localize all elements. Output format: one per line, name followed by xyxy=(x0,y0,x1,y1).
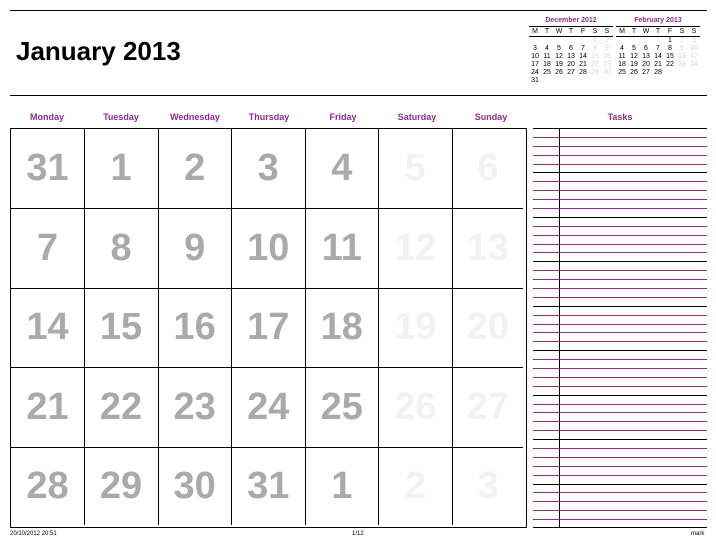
mini-day: 3 xyxy=(533,45,537,52)
mini-day: 18 xyxy=(543,61,551,68)
mini-day xyxy=(541,77,553,85)
day-cell[interactable]: 27 xyxy=(452,368,523,448)
mini-day: 2 xyxy=(605,37,609,44)
task-line[interactable] xyxy=(533,306,707,307)
mini-day xyxy=(640,37,652,45)
day-cell[interactable]: 31 xyxy=(11,129,85,209)
task-line[interactable] xyxy=(533,501,707,502)
mini-day: 1 xyxy=(593,37,597,44)
task-line[interactable] xyxy=(533,332,707,333)
day-cell[interactable]: 19 xyxy=(379,288,453,368)
task-line[interactable] xyxy=(533,315,707,316)
task-line[interactable] xyxy=(533,404,707,405)
mini-day: 15 xyxy=(666,53,674,60)
task-line[interactable] xyxy=(533,466,707,467)
mini-weekday-label: S xyxy=(604,28,610,35)
day-cell[interactable]: 16 xyxy=(158,288,232,368)
task-line[interactable] xyxy=(533,386,707,387)
day-cell[interactable]: 30 xyxy=(158,447,232,525)
mini-weekday-label: M xyxy=(532,28,538,35)
task-line[interactable] xyxy=(533,128,707,129)
mini-day: 16 xyxy=(603,53,611,60)
task-line[interactable] xyxy=(533,439,707,440)
tasks-divider xyxy=(559,128,560,528)
task-line[interactable] xyxy=(533,350,707,351)
mini-calendar-days xyxy=(529,37,613,85)
mini-day xyxy=(529,37,541,45)
top-rule xyxy=(10,10,707,11)
mini-day xyxy=(577,37,589,45)
mini-weekday-label: S xyxy=(691,28,697,35)
weekday-monday: Monday xyxy=(29,112,64,122)
task-line[interactable] xyxy=(533,181,707,182)
mini-day: 17 xyxy=(531,61,539,68)
task-line[interactable] xyxy=(533,395,707,396)
day-cell[interactable]: 24 xyxy=(232,368,306,448)
mini-weekday-label: F xyxy=(580,28,586,35)
task-line[interactable] xyxy=(533,270,707,271)
mini-weekday-label: T xyxy=(631,28,637,35)
mini-day: 7 xyxy=(656,45,660,52)
day-cell[interactable]: 15 xyxy=(85,288,159,368)
tasks-lines xyxy=(533,128,707,528)
task-line[interactable] xyxy=(533,235,707,236)
task-line[interactable] xyxy=(533,448,707,449)
mini-day xyxy=(601,77,613,85)
mini-day: 23 xyxy=(603,61,611,68)
day-cell[interactable]: 5 xyxy=(379,129,453,209)
mini-day: 14 xyxy=(654,53,662,60)
task-line[interactable] xyxy=(533,457,707,458)
mini-day: 1 xyxy=(668,37,672,44)
mini-day: 4 xyxy=(620,45,624,52)
mini-week-row xyxy=(529,45,613,53)
task-line[interactable] xyxy=(533,244,707,245)
day-cell[interactable]: 4 xyxy=(305,129,379,209)
task-line[interactable] xyxy=(533,288,707,289)
mini-day: 17 xyxy=(690,53,698,60)
weekday-friday: Friday xyxy=(329,112,357,122)
day-cell[interactable]: 26 xyxy=(379,368,453,448)
mini-weekday-label: F xyxy=(667,28,673,35)
tasks-heading: Tasks xyxy=(607,112,633,122)
day-cell[interactable]: 22 xyxy=(85,368,159,448)
mini-day: 29 xyxy=(591,69,599,76)
task-line[interactable] xyxy=(533,217,707,218)
footer-page-number: 1/12 xyxy=(352,531,364,537)
mini-day: 24 xyxy=(531,69,539,76)
mini-day xyxy=(553,37,565,45)
day-cell[interactable]: 6 xyxy=(452,129,523,209)
mini-week-row xyxy=(529,69,613,77)
mini-day: 4 xyxy=(545,45,549,52)
mini-day: 22 xyxy=(666,61,674,68)
mini-day: 8 xyxy=(593,45,597,52)
mini-day: 20 xyxy=(567,61,575,68)
mini-week-row xyxy=(616,69,700,77)
mini-day: 9 xyxy=(680,45,684,52)
mini-weekday-label: M xyxy=(619,28,625,35)
mini-day: 20 xyxy=(642,61,650,68)
task-line[interactable] xyxy=(533,368,707,369)
day-cell[interactable]: 7 xyxy=(11,209,85,289)
day-cell[interactable]: 2 xyxy=(158,129,232,209)
mini-day: 7 xyxy=(581,45,585,52)
day-cell[interactable]: 2 xyxy=(379,447,453,525)
mini-week-row xyxy=(529,53,613,61)
day-cell[interactable]: 31 xyxy=(232,447,306,525)
task-line[interactable] xyxy=(533,137,707,138)
mini-calendar-prev xyxy=(529,16,613,85)
task-line[interactable] xyxy=(533,484,707,485)
mini-day: 11 xyxy=(618,53,626,60)
mini-week-row xyxy=(616,53,700,61)
task-line[interactable] xyxy=(533,475,707,476)
header-rule xyxy=(10,95,707,96)
mini-weekday-label: W xyxy=(555,28,563,35)
mini-day: 19 xyxy=(630,61,638,68)
task-line[interactable] xyxy=(533,421,707,422)
day-cell[interactable]: 3 xyxy=(232,129,306,209)
mini-day: 12 xyxy=(630,53,638,60)
task-line[interactable] xyxy=(533,199,707,200)
mini-day: 30 xyxy=(603,69,611,76)
mini-day: 22 xyxy=(591,61,599,68)
mini-week-row xyxy=(529,77,613,85)
mini-day xyxy=(553,77,565,85)
mini-week-row xyxy=(616,45,700,53)
mini-day: 15 xyxy=(591,53,599,60)
task-line[interactable] xyxy=(533,297,707,298)
task-line[interactable] xyxy=(533,279,707,280)
task-line[interactable] xyxy=(533,492,707,493)
mini-day: 27 xyxy=(567,69,575,76)
mini-calendar-title: February 2013 xyxy=(634,17,682,24)
day-cell[interactable]: 23 xyxy=(158,368,232,448)
task-line[interactable] xyxy=(533,324,707,325)
day-cell[interactable]: 13 xyxy=(452,209,523,289)
weekday-tuesday: Tuesday xyxy=(103,112,139,122)
weekday-saturday: Saturday xyxy=(397,112,437,122)
task-line[interactable] xyxy=(533,412,707,413)
weekday-thursday: Thursday xyxy=(248,112,290,122)
mini-weekday-label: W xyxy=(642,28,650,35)
mini-day xyxy=(565,37,577,45)
day-cell[interactable]: 1 xyxy=(305,447,379,525)
day-cell[interactable]: 20 xyxy=(452,288,523,368)
mini-day: 26 xyxy=(630,69,638,76)
mini-day: 10 xyxy=(690,45,698,52)
mini-day: 3 xyxy=(692,37,696,44)
mini-day: 28 xyxy=(654,69,662,76)
day-cell[interactable]: 10 xyxy=(232,209,306,289)
weekday-wednesday: Wednesday xyxy=(170,112,220,122)
mini-day: 6 xyxy=(569,45,573,52)
mini-day: 16 xyxy=(678,53,686,60)
mini-day: 23 xyxy=(678,61,686,68)
mini-day: 6 xyxy=(644,45,648,52)
mini-day xyxy=(688,69,700,77)
task-line[interactable] xyxy=(533,341,707,342)
mini-calendar-next xyxy=(616,16,700,77)
task-line[interactable] xyxy=(533,519,707,520)
mini-weekday-label: T xyxy=(655,28,661,35)
task-line[interactable] xyxy=(533,252,707,253)
mini-week-row xyxy=(529,61,613,69)
month-grid xyxy=(10,128,527,528)
mini-calendar-days xyxy=(616,37,700,77)
mini-day: 13 xyxy=(567,53,575,60)
task-line[interactable] xyxy=(533,430,707,431)
mini-day xyxy=(541,37,553,45)
mini-weekday-label: S xyxy=(592,28,598,35)
mini-day: 5 xyxy=(632,45,636,52)
mini-day: 8 xyxy=(668,45,672,52)
mini-calendar-weekdays xyxy=(529,27,613,37)
mini-day xyxy=(652,37,664,45)
task-line[interactable] xyxy=(533,359,707,360)
day-cell[interactable]: 18 xyxy=(305,288,379,368)
mini-day xyxy=(628,37,640,45)
mini-day: 9 xyxy=(605,45,609,52)
day-cell[interactable]: 25 xyxy=(305,368,379,448)
task-line[interactable] xyxy=(533,510,707,511)
day-cell[interactable]: 3 xyxy=(477,464,499,507)
day-cell[interactable]: 12 xyxy=(379,209,453,289)
mini-day: 24 xyxy=(690,61,698,68)
weekday-sunday: Sunday xyxy=(474,112,508,122)
mini-day xyxy=(565,77,577,85)
mini-day: 28 xyxy=(579,69,587,76)
day-cell[interactable]: 17 xyxy=(232,288,306,368)
footer-timestamp: 20/10/2012 20:51 xyxy=(10,531,57,537)
task-line[interactable] xyxy=(533,155,707,156)
mini-day xyxy=(577,77,589,85)
day-cell[interactable]: 21 xyxy=(11,368,85,448)
mini-day xyxy=(676,69,688,77)
mini-weekday-label: T xyxy=(544,28,550,35)
day-cell[interactable]: 28 xyxy=(11,447,85,525)
day-cell[interactable]: 11 xyxy=(305,209,379,289)
day-cell[interactable]: 8 xyxy=(85,209,159,289)
task-line[interactable] xyxy=(533,261,707,262)
mini-day: 21 xyxy=(654,61,662,68)
mini-week-row xyxy=(529,37,613,45)
mini-day: 19 xyxy=(555,61,563,68)
mini-day: 27 xyxy=(642,69,650,76)
day-cell[interactable]: 14 xyxy=(11,288,85,368)
mini-day: 5 xyxy=(557,45,561,52)
day-cell[interactable]: 1 xyxy=(85,129,159,209)
mini-day xyxy=(616,37,628,45)
task-line[interactable] xyxy=(533,164,707,165)
task-line[interactable] xyxy=(533,172,707,173)
mini-day: 14 xyxy=(579,53,587,60)
mini-day: 25 xyxy=(543,69,551,76)
mini-calendar-weekdays xyxy=(616,27,700,37)
mini-day xyxy=(664,69,676,77)
mini-calendar-title: December 2012 xyxy=(545,17,597,24)
day-cell[interactable]: 29 xyxy=(85,447,159,525)
mini-day xyxy=(589,77,601,85)
mini-day: 11 xyxy=(543,53,551,60)
mini-day: 31 xyxy=(531,77,539,84)
mini-day: 18 xyxy=(618,61,626,68)
page-title: January 2013 xyxy=(16,36,181,66)
mini-week-row xyxy=(616,61,700,69)
mini-day: 10 xyxy=(531,53,539,60)
mini-day: 26 xyxy=(555,69,563,76)
task-line[interactable] xyxy=(533,226,707,227)
task-line[interactable] xyxy=(533,146,707,147)
mini-day: 13 xyxy=(642,53,650,60)
mini-weekday-label: T xyxy=(568,28,574,35)
mini-day: 12 xyxy=(555,53,563,60)
task-line[interactable] xyxy=(533,190,707,191)
mini-week-row xyxy=(616,37,700,45)
task-line[interactable] xyxy=(533,527,707,528)
mini-day: 21 xyxy=(579,61,587,68)
mini-day: 2 xyxy=(680,37,684,44)
day-cell[interactable]: 9 xyxy=(158,209,232,289)
mini-weekday-label: S xyxy=(679,28,685,35)
task-line[interactable] xyxy=(533,377,707,378)
footer-author: mark xyxy=(691,531,705,537)
task-line[interactable] xyxy=(533,208,707,209)
mini-day: 25 xyxy=(618,69,626,76)
